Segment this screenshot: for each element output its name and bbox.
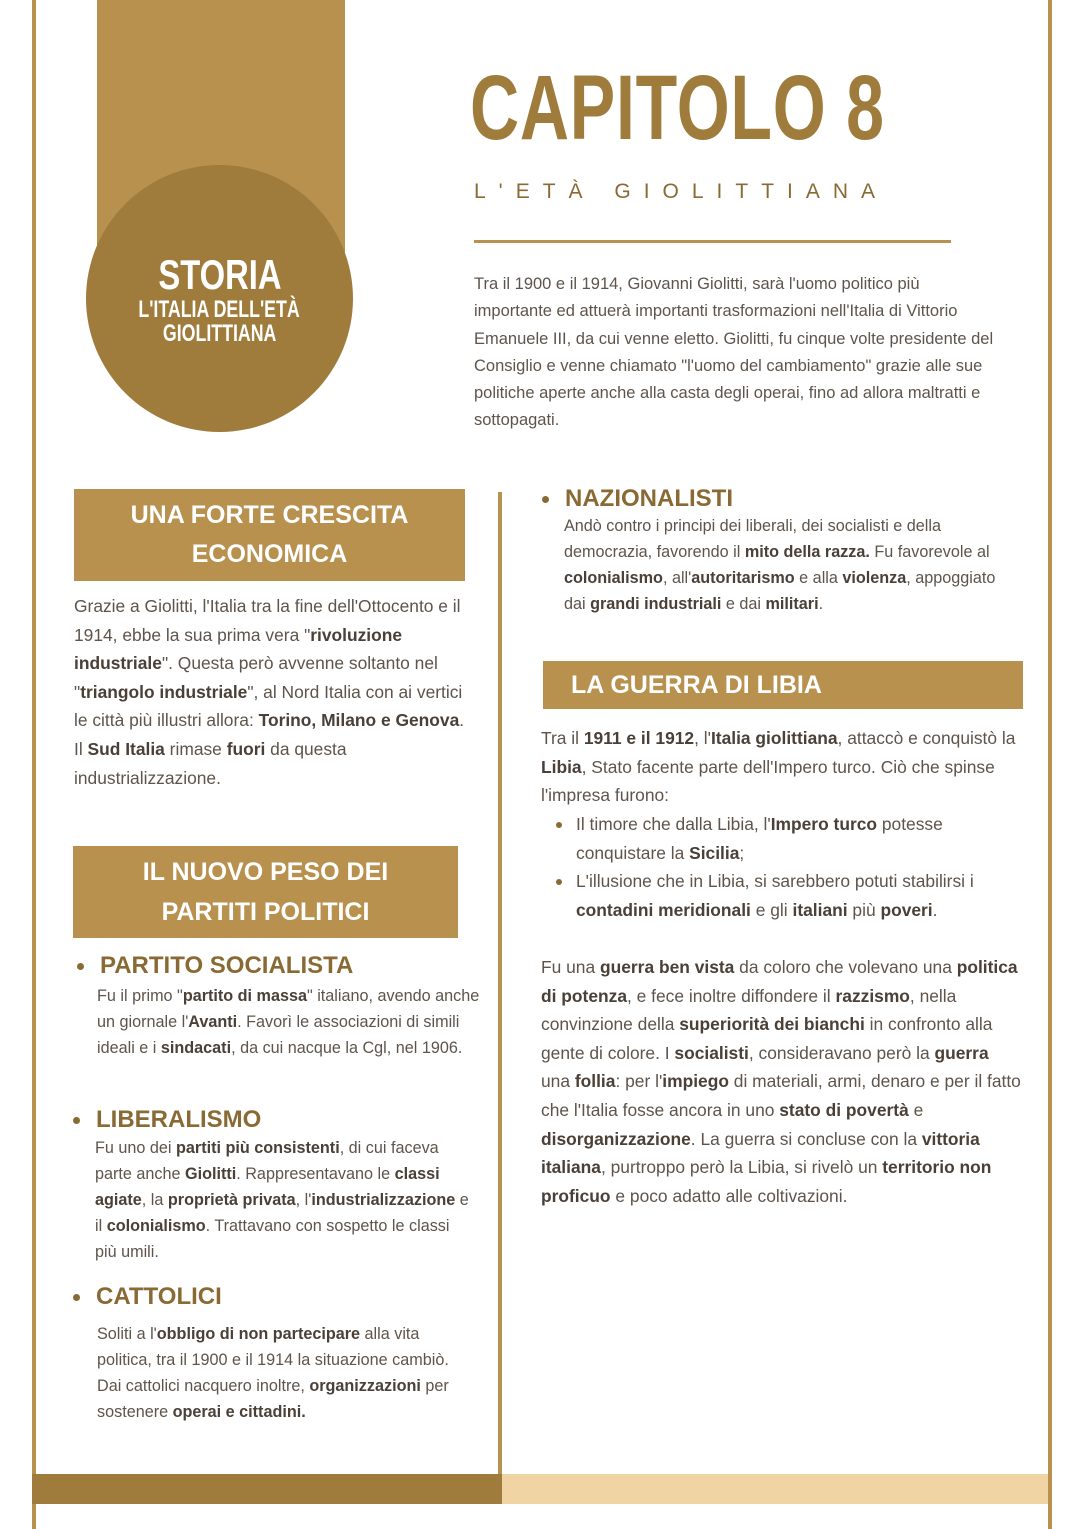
bold-run: partito di massa (182, 987, 307, 1005)
growth-heading (74, 489, 465, 581)
bold-run: Sicilia (689, 842, 740, 863)
chapter-subtitle: L'ETÀ GIOLITTIANA (474, 180, 889, 203)
bullet-icon (73, 1294, 80, 1301)
bold-run: Impero turco (770, 814, 878, 834)
liberalismo-heading (73, 1106, 261, 1134)
text-run: , da cui nacque la Cgl, nel 1906. (231, 1039, 463, 1057)
text-run: Soliti a l' (97, 1325, 157, 1343)
text-run: Andò contro i principi dei liberali, dei socialisti e della democrazia, favorendo il (564, 517, 942, 561)
parties-heading-line-2: PARTITI POLITICI (161, 898, 370, 926)
text-run: , all' (662, 569, 692, 587)
socialista-title: PARTITO SOCIALISTA (100, 952, 354, 979)
cattolici-paragraph (97, 1321, 477, 1425)
bold-run: Torino, Milano e Genova (258, 710, 460, 731)
text-run: Il timore che dalla Libia, l' (576, 814, 771, 834)
list-item (556, 810, 1022, 867)
text-run: , nella convinzione della (541, 985, 957, 1035)
badge-title: STORIA (157, 250, 282, 298)
bullet-icon (77, 963, 84, 970)
text-run: . La guerra si concluse con la (690, 1128, 922, 1149)
socialista-paragraph (97, 983, 487, 1061)
text-run: Fu favorevole al (869, 543, 990, 561)
title-divider (474, 240, 951, 243)
bold-run: contadini meridionali (576, 899, 751, 920)
nazionalisti-paragraph (564, 513, 1004, 617)
liberalismo-paragraph (95, 1135, 475, 1265)
parties-heading (73, 846, 458, 938)
text-run: e dai (721, 595, 766, 613)
text-run: Tra il (541, 728, 584, 748)
text-run: ; (739, 842, 745, 863)
bold-run: obbligo di non partecipare (156, 1325, 361, 1343)
bold-run: stato di povertà (779, 1099, 909, 1120)
text-run: Fu una (541, 957, 600, 977)
bold-run: 1911 e il 1912 (583, 728, 695, 748)
bullet-icon (542, 496, 549, 503)
guerra-paragraph (541, 953, 1021, 1210)
cattolici-heading (73, 1283, 222, 1311)
bold-run: poveri (880, 899, 933, 920)
bold-run: italiani (792, 899, 848, 920)
text-run: da questa industrializzazione. (74, 738, 347, 788)
subject-badge (86, 165, 353, 432)
bullet-icon (73, 1117, 80, 1124)
text-run: e gli (750, 899, 793, 920)
bold-run: Italia giolittiana (710, 728, 838, 748)
bold-run: Avanti (188, 1013, 238, 1031)
liberalismo-title: LIBERALISMO (96, 1106, 262, 1133)
bold-run: Sud Italia (87, 738, 165, 759)
text-run: , l' (295, 1191, 312, 1209)
text-run: Fu il primo " (97, 987, 183, 1005)
bold-run: triangolo industriale (80, 681, 248, 702)
text-run: e il (95, 1191, 469, 1235)
text-run: , l' (694, 728, 711, 748)
nazionalisti-heading (542, 485, 733, 513)
bold-run: vittoria italiana (541, 1128, 980, 1178)
bold-run: organizzazioni (309, 1377, 421, 1395)
text-run: . Il (74, 710, 465, 759)
text-run: e poco adatto alle coltivazioni. (610, 1185, 848, 1206)
bold-run: militari (765, 595, 819, 613)
growth-heading-line-1: UNA FORTE CRESCITA (130, 501, 409, 529)
libia-heading (543, 661, 1023, 709)
text-run: per sostenere (97, 1377, 449, 1421)
text-run: alla vita politica, tra il 1900 e il 1914 la situazione cambiò. Dai cattolici nacquero inoltre, (97, 1325, 449, 1395)
libia-paragraph (541, 724, 1021, 810)
nazionalisti-title: NAZIONALISTI (565, 485, 733, 512)
bullet-icon (556, 822, 562, 828)
bold-run: impiego (662, 1071, 729, 1092)
text-run: Fu uno dei (95, 1139, 176, 1157)
parties-heading-line-1: IL NUOVO PESO DEI (142, 858, 389, 886)
bold-run: violenza (842, 569, 907, 587)
bold-run: autoritarismo (691, 569, 795, 587)
bullet-icon (556, 879, 562, 885)
bold-run: Giolitti (185, 1165, 237, 1183)
bold-run: Libia (541, 756, 582, 777)
text-run: . Favorì le associazioni di simili ideali e i (97, 1013, 460, 1057)
bold-run: sindacati (160, 1039, 232, 1057)
text-run: , Stato facente parte dell'Impero turco. Ciò che spinse l'impresa furono: (541, 756, 995, 806)
bold-run: mito della razza. (744, 543, 870, 561)
bold-run: guerra ben vista (599, 957, 735, 977)
bold-run: territorio non proficuo (541, 1157, 992, 1206)
bold-run: fuori (226, 738, 266, 759)
list-item (556, 867, 1022, 924)
bold-run: colonialismo (106, 1217, 206, 1235)
chapter-title: CAPITOLO 8 (470, 57, 885, 159)
text-run: Grazie a Giolitti, l'Italia tra la fine dell'Ottocento e il 1914, ebbe la sua prima vera " (74, 596, 461, 645)
intro-paragraph: Tra il 1900 e il 1914, Giovanni Giolitti, sarà l'uomo politico più importante ed attuerà importanti trasformazioni nell'Italia di Vittorio Emanuele III, da cui venne eletto. Giolitti, fu cinque volte presidente del Consiglio e venne chiamato "l'uomo del cambiamento" grazie alle sue politiche aperte anche alla casta degli operai, fino ad allora maltratti e sottopagati. (474, 275, 994, 430)
text-run: più (847, 899, 881, 920)
left-border-line (32, 0, 36, 1529)
text-run: , consideravano però la (748, 1042, 935, 1063)
socialista-heading (77, 952, 353, 980)
text-run: rimase (164, 738, 227, 759)
text-run: . (818, 595, 824, 613)
text-run: da coloro che volevano una (734, 957, 957, 977)
text-run: una (541, 1071, 575, 1092)
bold-run: guerra (934, 1042, 989, 1063)
footer-bar-dark (32, 1474, 502, 1504)
text-run: . (932, 899, 938, 920)
bold-run: classi agiate (95, 1165, 440, 1209)
text-run: , la (141, 1191, 168, 1209)
text-run: di materiali, armi, denaro e per il fatto che l'Italia fosse ancora in uno (541, 1071, 1021, 1120)
bold-run: disorganizzazione (541, 1128, 691, 1149)
bold-run: rivoluzione industriale (74, 624, 403, 674)
bold-run: superiorità dei bianchi (679, 1014, 865, 1035)
text-run: e alla (794, 569, 843, 587)
text-run: L'illusione che in Libia, si sarebbero potuti stabilirsi i (576, 871, 974, 892)
bold-run: grandi industriali (590, 595, 722, 613)
text-run: " italiano, avendo anche un giornale l' (97, 987, 480, 1031)
text-run: in confronto alla gente di colore. I (541, 1014, 993, 1063)
text-run: . Rappresentavano le (236, 1165, 395, 1183)
text-run: : per l' (615, 1071, 663, 1092)
bold-run: colonialismo (564, 569, 663, 587)
footer-bar-light (502, 1474, 1048, 1504)
libia-heading-text: LA GUERRA DI LIBIA (571, 670, 822, 699)
cattolici-title: CATTOLICI (96, 1283, 222, 1310)
bold-run: razzismo (835, 985, 910, 1006)
column-divider (498, 492, 502, 1474)
badge-line-1: L'ITALIA DELL'ETÀ (138, 295, 301, 323)
bold-run: follia (574, 1071, 616, 1092)
text-run: , e fece inoltre diffondere il (627, 985, 836, 1006)
text-run: ", al Nord Italia con ai vertici le città più illustri allora: (74, 681, 463, 731)
bold-run: proprietà privata (167, 1191, 296, 1209)
text-run: potesse conquistare la (576, 814, 943, 863)
bold-run: politica di potenza (541, 957, 1018, 1006)
libia-causes-list (556, 810, 1022, 924)
text-run: , di cui faceva parte anche (95, 1139, 439, 1183)
bold-run: partiti più consistenti (176, 1139, 340, 1157)
badge-line-2: GIOLITTIANA (162, 319, 277, 347)
growth-paragraph (74, 592, 474, 792)
text-run: ". Questa però avvenne soltanto nel " (74, 653, 438, 702)
text-run: , purtroppo però la Libia, si rivelò un (600, 1157, 883, 1178)
text-run: , attaccò e conquistò la (837, 728, 1016, 748)
growth-heading-line-2: ECONOMICA (191, 540, 348, 568)
right-border-line (1048, 0, 1052, 1529)
text-run: . Trattavano con sospetto le classi più umili. (95, 1217, 450, 1261)
bold-run: socialisti (674, 1042, 749, 1063)
bold-run: operai e cittadini. (172, 1403, 306, 1421)
text-run: , appoggiato dai (564, 569, 996, 613)
bold-run: industrializzazione (311, 1191, 456, 1209)
text-run: e (908, 1099, 924, 1120)
